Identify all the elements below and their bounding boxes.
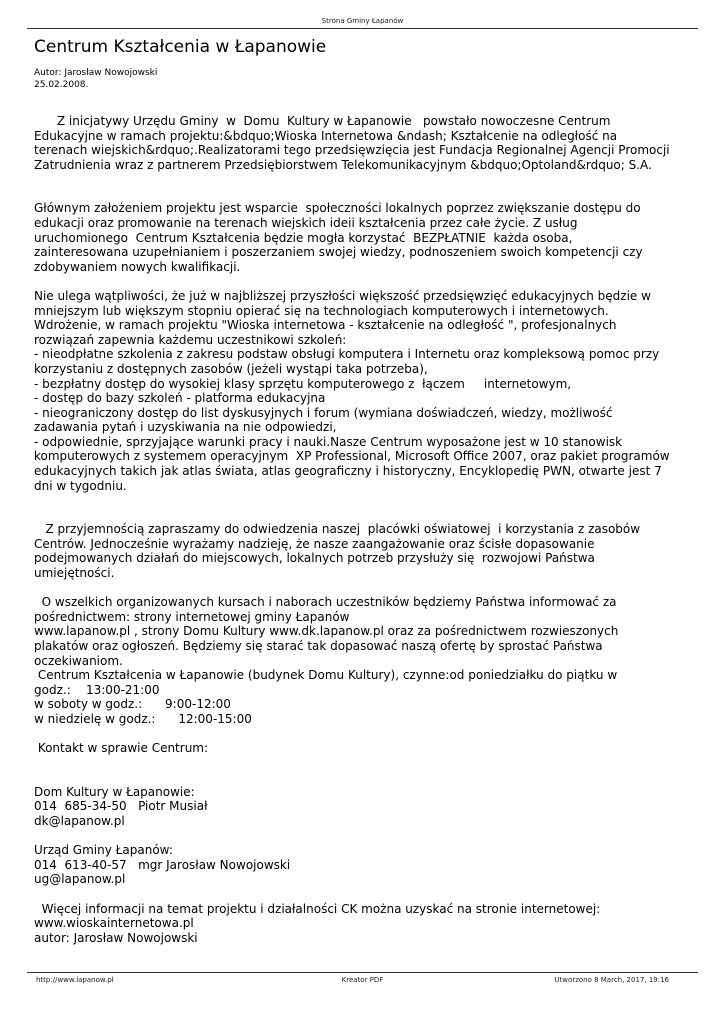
paragraph-line: Kontakt w sprawie Centrum: bbox=[34, 741, 209, 756]
page-title: Centrum Kształcenia w Łapanowie bbox=[34, 37, 327, 57]
paragraph-line: www.lapanow.pl , strony Domu Kultury www.dk.lapanow.pl oraz za pośrednictwem rozwieszonych bbox=[34, 624, 619, 639]
paragraph-line: - dostęp do bazy szkoleń - platforma edukacyjna bbox=[34, 391, 326, 406]
paragraph-line: O wszelkich organizowanych kursach i naborach uczestników będziemy Państwa informować za bbox=[34, 595, 617, 610]
article-meta bbox=[34, 67, 157, 91]
paragraph-line: terenach wiejskich&rdquo;.Realizatorami tego przedsięwzięcia jest Fundacja Regionalnej Agencji Promocji bbox=[34, 143, 670, 158]
paragraph-line: Wdrożenie, w ramach projektu "Wioska internetowa - kształcenie na odległość ", profesjonalnych bbox=[34, 318, 617, 333]
paragraph-line: mniejszym lub większym stopniu opierać się na technologiach komputerowych i internetowych. bbox=[34, 303, 609, 318]
paragraph-line: - nieograniczony dostęp do list dyskusyjnych i forum (wymiana doświadczeń, wiedzy, możliwość bbox=[34, 405, 613, 420]
paragraph-line: Nie ulega wątpliwości, że już w najbliższej przyszłości większość przedsięwzięć edukacyjnych będzie w bbox=[34, 288, 651, 303]
paragraph-gap bbox=[34, 829, 704, 844]
paragraph-line: Zatrudnienia wraz z partnerem Przedsiębiorstwem Telekomunikacyjnym &bdquo;Optoland&rdquo; S.A. bbox=[34, 157, 652, 172]
paragraph-line: zadawania pytań i uzyskiwania na nie odpowiedzi, bbox=[34, 420, 337, 435]
paragraph-line: - bezpłatny dostęp do wysokiej klasy sprzętu komputerowego z łączem internetowym, bbox=[34, 376, 572, 391]
paragraph bbox=[34, 741, 704, 756]
paragraph-gap bbox=[34, 172, 704, 201]
paragraph bbox=[34, 201, 704, 274]
paragraph-line: uruchomionego Centrum Kształcenia będzie mogła korzystać BEZPŁATNIE każda osoba, bbox=[34, 230, 573, 245]
paragraph-gap bbox=[34, 756, 704, 785]
header-divider bbox=[27, 28, 698, 29]
paragraph-line: 014 685-34-50 Piotr Musiał bbox=[34, 799, 208, 814]
paragraph-line: Centrów. Jednocześnie wyrażamy nadzieję, że nasze zaangażowanie oraz ścisłe dopasowanie bbox=[34, 536, 595, 551]
paragraph-line: Głównym założeniem projektu jest wsparcie społeczności lokalnych poprzez zwiększanie dostępu do bbox=[34, 201, 641, 216]
paragraph-line: autor: Jarosław Nowojowski bbox=[34, 930, 198, 945]
paragraph-gap bbox=[34, 727, 704, 742]
paragraph-line: 014 613-40-57 mgr Jarosław Nowojowski bbox=[34, 857, 291, 872]
paragraph-line: Z inicjatywy Urzędu Gminy w Domu Kultury w Łapanowie powstało nowoczesne Centrum bbox=[34, 114, 611, 128]
paragraph-line: ug@lapanow.pl bbox=[34, 872, 126, 887]
paragraph-line: plakatów oraz ogłoszeń. Będziemy się starać tak dopasować naszą ofertę by sprostać Państwa bbox=[34, 639, 603, 653]
paragraph-line: Edukacyjne w ramach projektu:&bdquo;Wioska Internetowa &ndash; Kształcenie na odległość na bbox=[34, 128, 618, 143]
paragraph-line: w niedzielę w godz.: 12:00-15:00 bbox=[34, 711, 252, 726]
paragraph bbox=[34, 843, 704, 887]
paragraph-line: w soboty w godz.: 9:00-12:00 bbox=[34, 697, 231, 712]
footer-generator: Kreator PDF bbox=[341, 976, 384, 984]
paragraph-line: edukacyjnych takich jak atlas świata, atlas geograficzny i historyczny, Encyklopedię PWN, otwarte jest 7 bbox=[34, 464, 662, 479]
paragraph-line: Dom Kultury w Łapanowie: bbox=[34, 784, 195, 799]
paragraph bbox=[34, 785, 704, 829]
paragraph-line: dk@lapanow.pl bbox=[34, 813, 125, 828]
site-header: Strona Gminy Łapanów bbox=[321, 17, 404, 25]
author-line: Autor: Jarosław Nowojowski bbox=[34, 68, 158, 78]
paragraph-line: zdobywaniem nowych kwalifikacji. bbox=[34, 259, 241, 274]
footer-url[interactable]: http://www.lapanow.pl bbox=[36, 976, 114, 984]
paragraph bbox=[34, 114, 704, 172]
paragraph-line: umiejętności. bbox=[34, 566, 115, 581]
paragraph bbox=[34, 902, 704, 946]
paragraph-line: Z przyjemnością zapraszamy do odwiedzenia naszej placówki oświatowej i korzystania z zasobów bbox=[34, 522, 641, 537]
paragraph-line: rozwiązań zapewnia każdemu uczestnikowi szkoleń: bbox=[34, 332, 347, 347]
footer-divider bbox=[27, 972, 698, 973]
paragraph-line: oczekiwaniom. bbox=[34, 653, 123, 668]
paragraph-line: zainteresowana uzupełnianiem i poszerzaniem swojej wiedzy, podnoszeniem swoich kompetencji czy bbox=[34, 245, 643, 260]
paragraph-gap bbox=[34, 274, 704, 289]
paragraph-line: podejmowanych działań do miejscowych, lokalnych potrzeb przysłuży się rozwojowi Państwa bbox=[34, 551, 595, 566]
paragraph-gap bbox=[34, 493, 704, 522]
paragraph bbox=[34, 289, 704, 493]
paragraph-line: godz.: 13:00-21:00 bbox=[34, 682, 160, 697]
paragraph-line: edukacji oraz promowanie na terenach wiejskich ideii kształcenia przez całe życie. Z usług bbox=[34, 215, 578, 230]
paragraph-line: - nieodpłatne szkolenia z zakresu podstaw obsługi komputera i Internetu oraz kompleksową pomoc przy bbox=[34, 347, 660, 362]
paragraph-line: Urząd Gminy Łapanów: bbox=[34, 843, 173, 858]
paragraph-line: pośrednictwem: strony internetowej gminy Łapanów bbox=[34, 609, 350, 624]
paragraph-line: komputerowych z systemem operacyjnym XP Professional, Microsoft Office 2007, oraz pakiet programów bbox=[34, 449, 670, 464]
paragraph-line: Centrum Kształcenia w Łapanowie (budynek Domu Kultury), czynne:od poniedziałku do piątku w bbox=[34, 668, 618, 683]
paragraph-line: www.wioskainternetowa.pl bbox=[34, 916, 194, 931]
paragraph-gap bbox=[34, 887, 704, 902]
paragraph bbox=[34, 522, 704, 580]
paragraph-line: - odpowiednie, sprzyjające warunki pracy i nauki.Nasze Centrum wyposażone jest w 10 stanowisk bbox=[34, 434, 623, 449]
paragraph-line: Więcej informacji na temat projektu i działalności CK można uzyskać na stronie internetowej: bbox=[34, 901, 601, 916]
article-date: 25.02.2008. bbox=[34, 80, 89, 90]
paragraph bbox=[34, 595, 704, 726]
paragraph-gap bbox=[34, 581, 704, 596]
paragraph-line: korzystaniu z dostępnych zasobów (jeżeli wystąpi taka potrzeba), bbox=[34, 361, 428, 376]
footer-created-date: Utworzono 8 March, 2017, 19:16 bbox=[554, 976, 669, 984]
article-body bbox=[34, 114, 704, 945]
paragraph-line: dni w tygodniu. bbox=[34, 478, 127, 493]
